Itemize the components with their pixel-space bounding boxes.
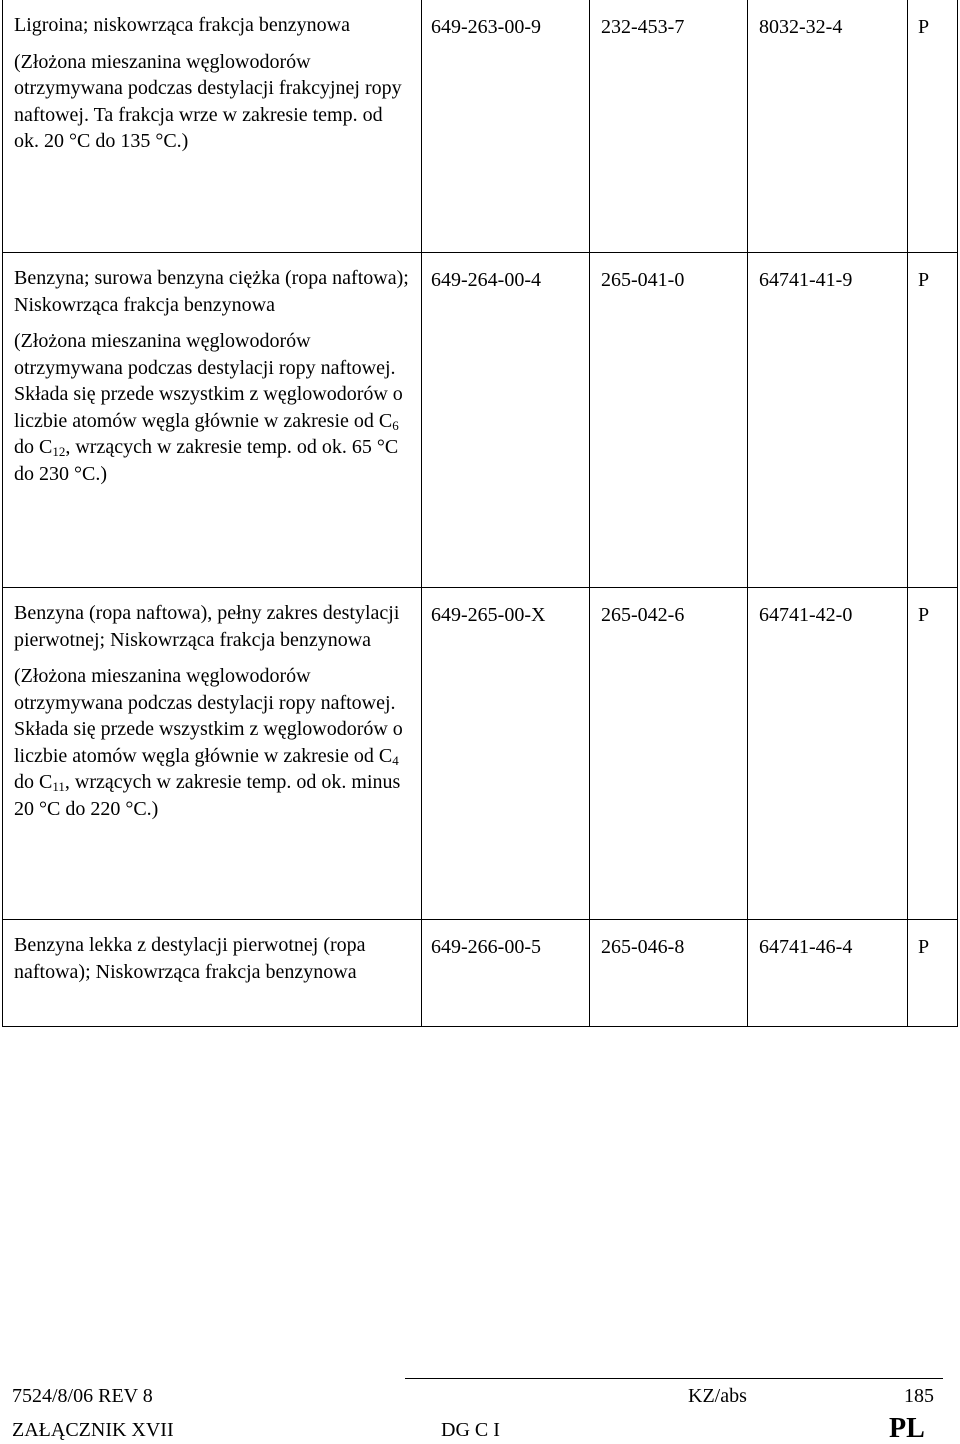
note-code: P [908, 920, 958, 1027]
note-code: P [908, 0, 958, 253]
footer-annex: ZAŁĄCZNIK XVII [12, 1419, 174, 1441]
substance-name: Benzyna lekka z destylacji pierwotnej (ropa naftowa); Niskowrząca frakcja benzynowa [14, 934, 366, 983]
substance-cell [3, 0, 422, 253]
substance-description [14, 663, 411, 822]
substance-cell [3, 920, 422, 1027]
substance-cell [3, 253, 422, 588]
cas-number: 8032-32-4 [748, 0, 908, 253]
note-code: P [908, 253, 958, 588]
table-row [3, 588, 958, 920]
desc-text-mid: do C [14, 771, 53, 793]
desc-subscript-to: 12 [52, 444, 66, 459]
substance-name: Ligroina; niskowrząca frakcja benzynowa [14, 14, 350, 36]
desc-text-mid: do C [14, 436, 53, 458]
footer-language-code: PL [889, 1413, 925, 1444]
ec-number: 232-453-7 [590, 0, 748, 253]
substances-table [2, 0, 958, 1027]
desc-text-pre: (Złożona mieszanina węglowodorów otrzymywana podczas destylacji ropy naftowej. Składa się przede wszystkim z węglowodorów o liczbie atomów węgla głównie w zakresie od C [14, 665, 403, 767]
substance-description [14, 328, 411, 487]
desc-subscript-from: 4 [392, 752, 399, 768]
table-row [3, 920, 958, 1027]
substance-name: Benzyna; surowa benzyna ciężka (ropa naftowa); Niskowrząca frakcja benzynowa [14, 267, 409, 316]
ec-number: 265-041-0 [590, 253, 748, 588]
cas-number: 64741-42-0 [748, 588, 908, 920]
footer-page-number: 185 [904, 1385, 934, 1407]
desc-text-pre: (Złożona mieszanina węglowodorów otrzymywana podczas destylacji ropy naftowej. Składa się przede wszystkim z węglowodorów o liczbie atomów węgla głównie w zakresie od C [14, 330, 403, 432]
footer-document-ref: 7524/8/06 REV 8 [12, 1385, 153, 1407]
desc-subscript-to: 11 [52, 779, 65, 794]
footer-initials: KZ/abs [688, 1385, 747, 1407]
substance-cell [3, 588, 422, 920]
table-row [3, 253, 958, 588]
desc-subscript-from: 6 [392, 417, 399, 433]
table-row [3, 0, 958, 253]
ec-number: 265-046-8 [590, 920, 748, 1027]
desc-text-post: , wrzących w zakresie temp. od ok. 65 °C do 230 °C.) [14, 436, 399, 485]
footer-divider [405, 1378, 943, 1379]
substance-name: Benzyna (ropa naftowa), pełny zakres destylacji pierwotnej; Niskowrząca frakcja benzynowa [14, 602, 400, 651]
substance-description: (Złożona mieszanina węglowodorów otrzymywana podczas destylacji frakcyjnej ropy naftowej. Ta frakcja wrze w zakresie temp. od ok. 20 °C do 135 °C.) [14, 50, 402, 152]
note-code: P [908, 588, 958, 920]
index-number: 649-265-00-X [422, 588, 590, 920]
cas-number: 64741-46-4 [748, 920, 908, 1027]
desc-text-post: , wrzących w zakresie temp. od ok. minus 20 °C do 220 °C.) [14, 771, 401, 820]
ec-number: 265-042-6 [590, 588, 748, 920]
index-number: 649-264-00-4 [422, 253, 590, 588]
index-number: 649-263-00-9 [422, 0, 590, 253]
footer-dg: DG C I [441, 1419, 500, 1441]
cas-number: 64741-41-9 [748, 253, 908, 588]
index-number: 649-266-00-5 [422, 920, 590, 1027]
